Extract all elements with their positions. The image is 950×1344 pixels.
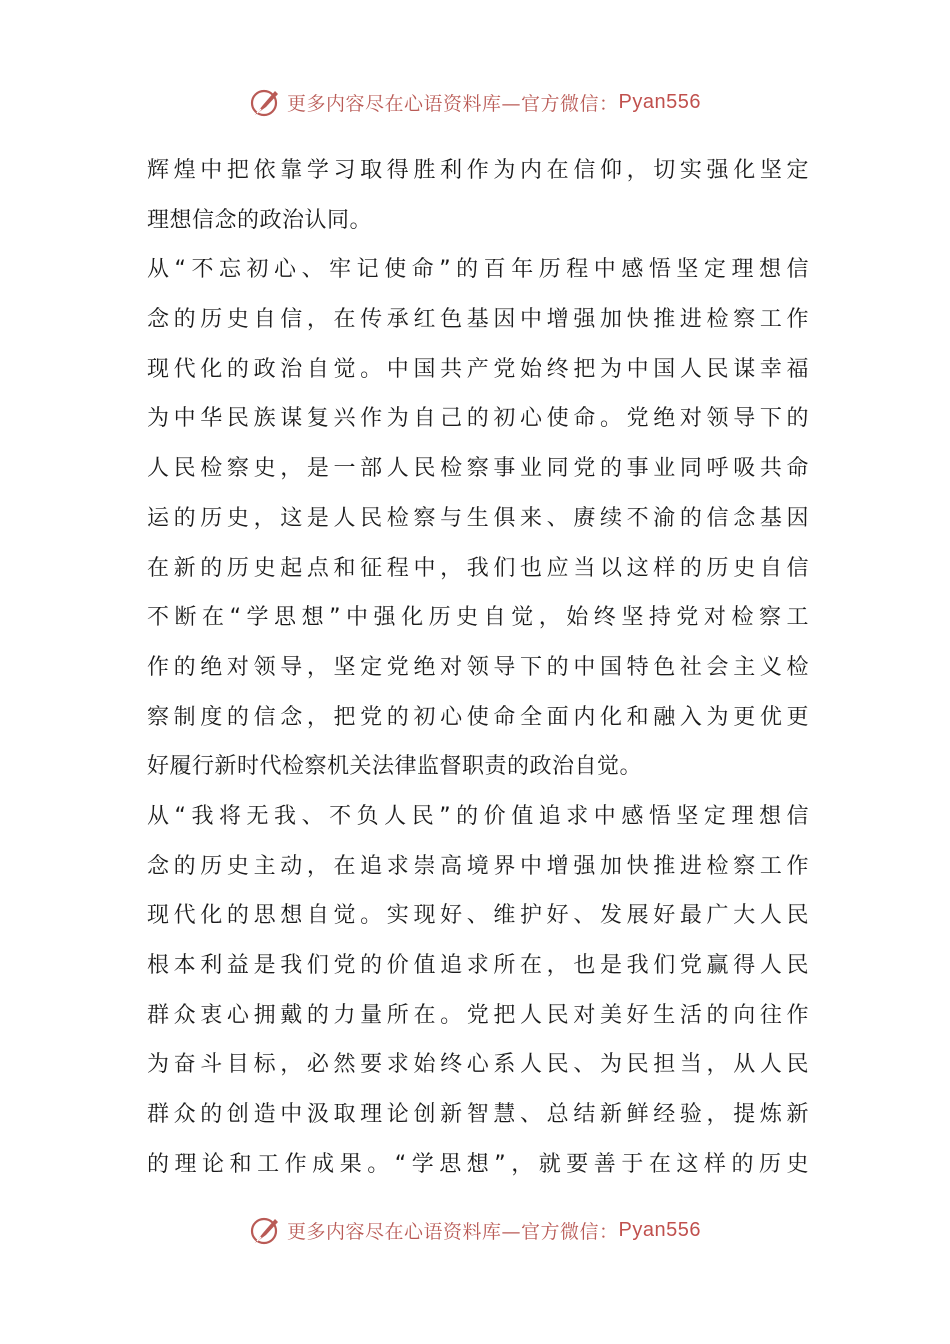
watermark-text: 更多内容尽在心语资料库—官方微信： <box>287 92 619 115</box>
watermark-wechat-id: Pyan556 <box>618 1218 701 1241</box>
text-line: 好履行新时代检察机关法律监督职责的政治自觉。 <box>147 754 643 780</box>
text-line: 不断在“学思想”中强化历史自觉，始终坚持党对检察工 <box>147 605 809 631</box>
text-line: 为中华民族谋复兴作为自己的初心使命。党绝对领导下的 <box>147 406 809 432</box>
text-line: 根本利益是我们党的价值追求所在，也是我们党赢得人民 <box>147 953 809 978</box>
text-line: 群众的创造中汲取理论创新智慧、总结新鲜经验，提炼新 <box>147 1102 809 1128</box>
text-line: 念的历史主动，在追求崇高境界中增强加快推进检察工作 <box>147 853 809 879</box>
text-line: 念的历史自信，在传承红色基因中增强加快推进检察工作 <box>147 307 809 333</box>
text-line: 作的绝对领导，坚定党绝对领导下的中国特色社会主义检 <box>147 654 809 680</box>
watermark-wechat-id: Pyan556 <box>618 90 701 113</box>
pen-logo-icon <box>249 1213 283 1247</box>
text-line: 人民检察史，是一部人民检察事业同党的事业同呼吸共命 <box>147 456 809 482</box>
text-line: 运的历史，这是人民检察与生俱来、赓续不渝的信念基因 <box>147 505 809 531</box>
text-line: 现代化的思想自觉。实现好、维护好、发展好最广大人民 <box>147 903 809 929</box>
text-line: 在新的历史起点和征程中，我们也应当以这样的历史自信 <box>147 555 809 581</box>
text-line: 现代化的政治自觉。中国共产党始终把为中国人民谋幸福 <box>147 356 809 382</box>
footer-watermark <box>0 1210 950 1250</box>
text-line: 辉煌中把依靠学习取得胜利作为内在信仰，切实强化坚定 <box>147 158 809 183</box>
text-line: 的理论和工作成果。“学思想”，就要善于在这样的历史 <box>147 1151 809 1177</box>
header-watermark <box>0 82 950 122</box>
text-line: 察制度的信念，把党的初心使命全面内化和融入为更优更 <box>147 704 809 730</box>
pen-logo-icon <box>249 85 283 119</box>
document-body <box>147 146 809 1189</box>
text-line: 从“我将无我、不负人民”的价值追求中感悟坚定理想信 <box>147 803 809 829</box>
watermark-text: 更多内容尽在心语资料库—官方微信： <box>287 1220 619 1243</box>
text-line: 为奋斗目标，必然要求始终心系人民、为民担当，从人民 <box>147 1052 809 1078</box>
text-line: 从“不忘初心、牢记使命”的百年历程中感悟坚定理想信 <box>147 257 809 283</box>
text-line: 群众衷心拥戴的力量所在。党把人民对美好生活的向往作 <box>147 1002 809 1028</box>
text-line: 理想信念的政治认同。 <box>147 207 373 233</box>
